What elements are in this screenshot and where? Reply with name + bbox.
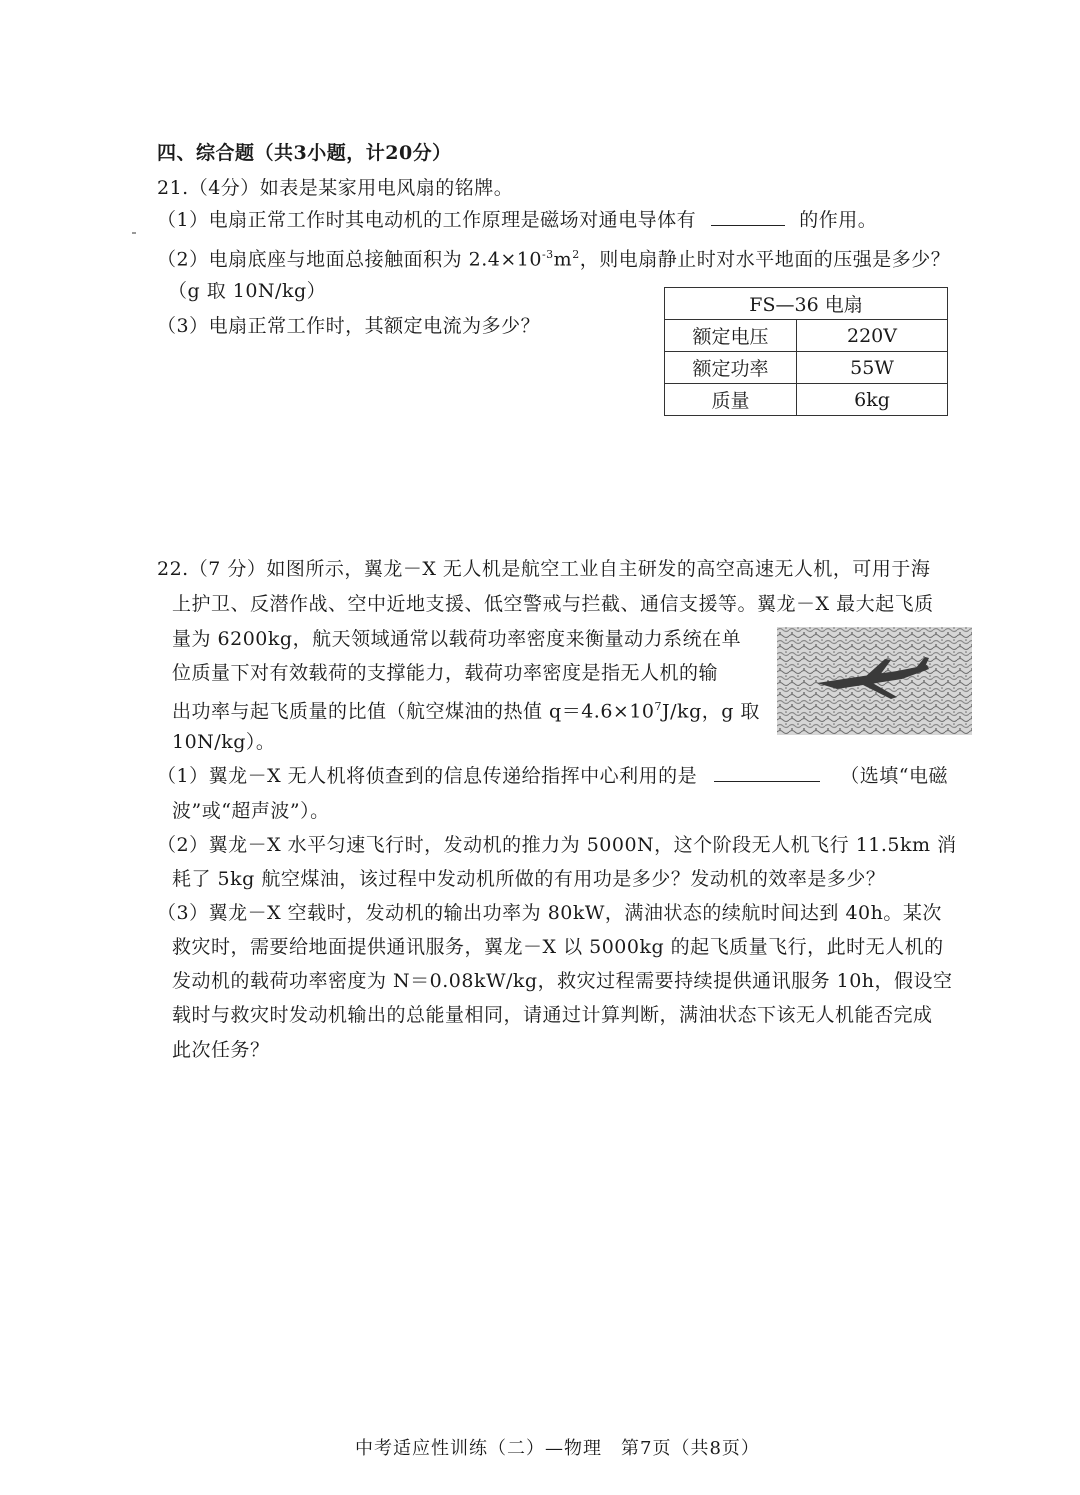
q22-part2-line1: （2）翼龙－X 水平匀速飞行时，发动机的推力为 5000N，这个阶段无人机飞行 11.5km 消 <box>157 834 957 856</box>
fan-nameplate-table <box>664 287 948 416</box>
q22-line2: 上护卫、反潜作战、空中近地支援、低空警戒与拦截、通信支援等。翼龙－X 最大起飞质 <box>172 593 934 615</box>
q21-part1-suffix: 的作用。 <box>799 209 878 231</box>
table-label: 额定电压 <box>665 320 797 352</box>
pen-mark <box>132 232 136 234</box>
q21-part1-text: （1）电扇正常工作时其电动机的工作原理是磁场对通电导体有 <box>157 209 697 231</box>
q22-part3-line1: （3）翼龙－X 空载时，发动机的输出功率为 80kW，满油状态的续航时间达到 40h。某次 <box>157 902 942 924</box>
q22-part1-blank <box>714 765 820 782</box>
drone-image <box>777 627 972 735</box>
q21-part3: （3）电扇正常工作时，其额定电流为多少？ <box>157 315 541 337</box>
q21-part1 <box>157 208 877 232</box>
table-value: 6kg <box>797 384 948 416</box>
drone-photo <box>777 627 972 735</box>
q22-part3-line4: 载时与救灾时发动机输出的总能量相同，请通过计算判断，满油状态下该无人机能否完成 <box>172 1004 933 1026</box>
q21-part1-blank <box>711 209 785 226</box>
table-title-row <box>665 288 948 320</box>
table-label: 质量 <box>665 384 797 416</box>
q22-line6: 10N/kg）。 <box>172 731 276 753</box>
q22-line4: 位质量下对有效载荷的支撑能力，载荷功率密度是指无人机的输 <box>172 662 719 684</box>
q21-part2-text-b: m <box>553 248 573 271</box>
q21-header: 21.（4分）如表是某家用电风扇的铭牌。 <box>157 177 514 199</box>
page-footer: 中考适应性训练（二）—物理 第7页（共8页） <box>355 1438 760 1459</box>
q21-part2-note: （g 取 10N/kg） <box>168 280 327 302</box>
q21-part2-exp2: 2 <box>572 248 580 261</box>
table-value: 220V <box>797 320 948 352</box>
q22-part2-line2: 耗了 5kg 航空煤油，该过程中发动机所做的有用功是多少？发动机的效率是多少？ <box>172 868 886 890</box>
q22-line5-text-a: 出功率与起飞质量的比值（航空煤油的热值 q＝4.6×10 <box>172 700 655 723</box>
q22-part3-line3: 发动机的载荷功率密度为 N＝0.08kW/kg，救灾过程需要持续提供通讯服务 10h，假设空 <box>172 970 953 992</box>
q22-part1-text: （1）翼龙－X 无人机将侦查到的信息传递给指挥中心利用的是 <box>157 765 698 787</box>
table-row <box>665 384 948 416</box>
q21-part2-text-a: （2）电扇底座与地面总接触面积为 2.4×10 <box>157 248 542 271</box>
q22-line5-exp: 7 <box>654 700 663 713</box>
q22-line5-text-b: J/kg，g 取 <box>662 700 760 723</box>
table-value: 55W <box>797 352 948 384</box>
table-title: FS—36 电扇 <box>665 288 948 320</box>
q22-part3-line5: 此次任务？ <box>172 1039 270 1061</box>
section-title: 四、综合题（共3小题，计20分） <box>157 142 452 164</box>
q22-part1-suffix: （选填“电磁 <box>840 765 948 787</box>
q22-line1: 22.（7 分）如图所示，翼龙－X 无人机是航空工业自主研发的高空高速无人机，可用于海 <box>157 558 931 580</box>
q21-part2-exp: -3 <box>541 248 554 261</box>
q21-part2 <box>157 243 950 271</box>
q22-part1 <box>157 764 948 788</box>
q22-part1-line2: 波”或“超声波”）。 <box>172 800 330 822</box>
q22-line3: 量为 6200kg，航天领域通常以载荷功率密度来衡量动力系统在单 <box>172 628 742 650</box>
q22-part3-line2: 救灾时，需要给地面提供通讯服务，翼龙－X 以 5000kg 的起飞质量飞行，此时无人机的 <box>172 936 944 958</box>
q22-line5 <box>172 695 760 723</box>
table-row <box>665 352 948 384</box>
table-label: 额定功率 <box>665 352 797 384</box>
q21-part2-text-c: ，则电扇静止时对水平地面的压强是多少？ <box>579 248 951 271</box>
table-row <box>665 320 948 352</box>
